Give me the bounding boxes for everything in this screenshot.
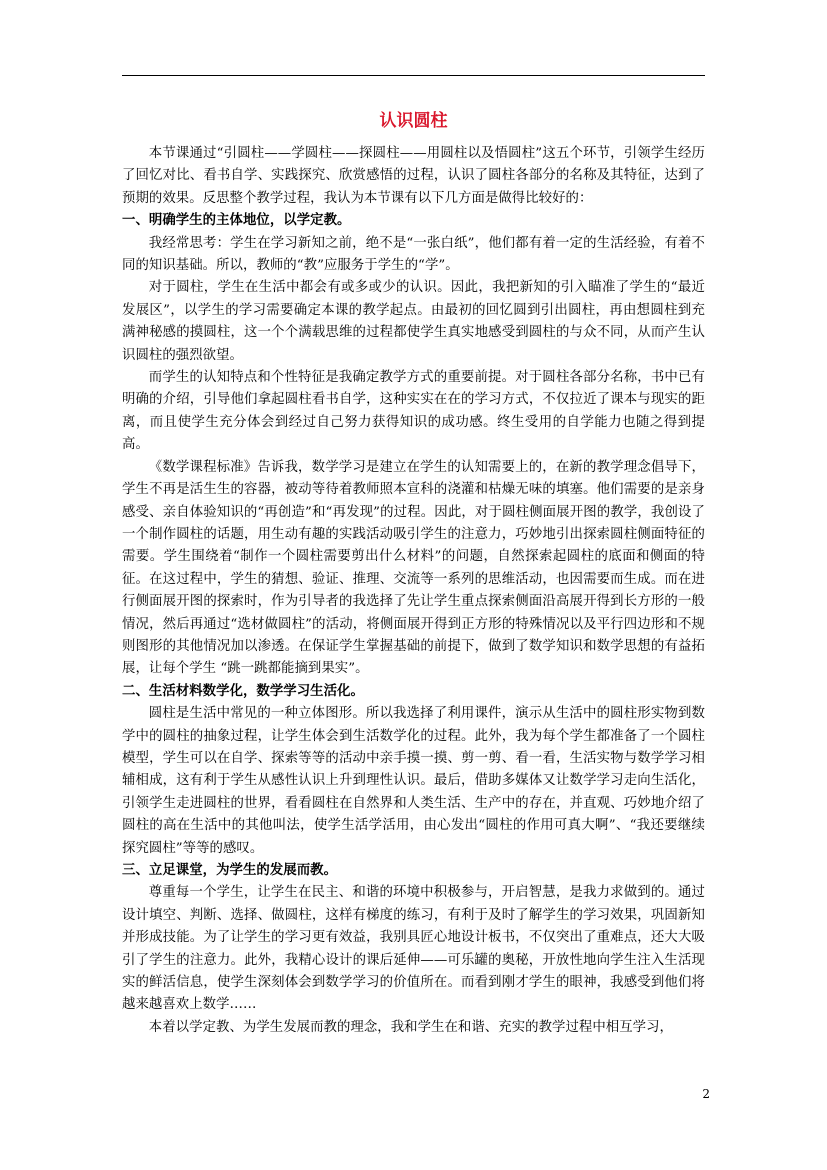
- document-body: [122, 143, 705, 1039]
- section-3-paragraph-2: 本着以学定教、为学生发展而教的理念，我和学生在和谐、充实的教学过程中相互学习，: [148, 1019, 673, 1035]
- intro-paragraph: 本节课通过“引圆柱——学圆柱——探圆柱——用圆柱以及悟圆柱”这五个环节，引领学生经历了回忆对比、看书自学、实践探究、欣赏感悟的过程，认识了圆柱各部分的名称及其特征，达到了预期的效果。反思整个教学过程，我认为本节课有以下几方面是做得比较好的：: [122, 146, 705, 206]
- page-number: 2: [702, 1087, 710, 1101]
- section-heading-1: 一、明确学生的主体地位，以学定教。: [122, 213, 351, 229]
- header-rule: [122, 75, 705, 76]
- section-1-paragraph-2: 对于圆柱，学生在生活中都会有或多或少的认识。因此，我把新知的引入瞄准了学生的“最近发展区”，以学生的学习需要确定本课的教学起点。由最初的回忆圆到引出圆柱，再由想圆柱到充满神秘感的摸圆柱，这一个个满载思维的过程都使学生真实地感受到圆柱的与众不同，从而产生认识圆柱的强烈欲望。: [122, 280, 705, 363]
- section-heading-2: 二、生活材料数学化，数学学习生活化。: [122, 683, 364, 699]
- section-2-paragraph-1: 圆柱是生活中常见的一种立体图形。所以我选择了利用课件，演示从生活中的圆柱形实物到数学中的圆柱的抽象过程，让学生体会到生活数学化的过程。此外，我为每个学生都准备了一个圆柱模型，学生可以在自学、探索等等的活动中亲手摸一摸、剪一剪、看一看，生活实物与数学学习相辅相成，这有利于学生从感性认识上升到理性认识。最后，借助多媒体又让数学学习走向生活化，引领学生走进圆柱的世界，看看圆柱在自然界和人类生活、生产中的存在，并直观、巧妙地介绍了圆柱的高在生活中的其他叫法，使学生活学活用，由心发出“圆柱的作用可真大啊”、“我还要继续探究圆柱”等等的感叹。: [122, 706, 705, 856]
- document-title: 认识圆柱: [379, 111, 448, 131]
- section-3-paragraph-1: 尊重每一个学生，让学生在民主、和谐的环境中积极参与，开启智慧，是我力求做到的。通过设计填空、判断、选择、做圆柱，这样有梯度的练习，有利于及时了解学生的学习效果，巩固新知并形成技能。为了让学生的学习更有效益，我别具匠心地设计板书，不仅突出了重难点，还大大吸引了学生的注意力。此外，我精心设计的课后延伸——可乐罐的奥秘，开放性地向学生注入生活现实的鲜活信息，使学生深刻体会到数学学习的价值所在。而看到刚才学生的眼神，我感受到他们将越来越喜欢上数学……: [122, 885, 705, 1013]
- section-1-paragraph-3: 而学生的认知特点和个性特征是我确定教学方式的重要前提。对于圆柱各部分名称，书中已有明确的介绍，引导他们拿起圆柱看书自学，这种实实在在的学习方式，不仅拉近了课本与现实的距离，而且使学生充分体会到经过自己努力获得知识的成功感。终生受用的自学能力也随之得到提高。: [122, 370, 705, 453]
- section-1-paragraph-4: 《数学课程标准》告诉我，数学学习是建立在学生的认知需要上的，在新的教学理念倡导下，学生不再是活生生的容器，被动等待着教师照本宣科的浇灌和枯燥无味的填塞。他们需要的是亲身感受、亲自体验知识的“再创造”和“再发现”的过程。因此，对于圆柱侧面展开图的教学，我创设了一个制作圆柱的话题，用生动有趣的实践活动吸引学生的注意力，巧妙地引出探索圆柱侧面特征的需要。学生围绕着“制作一个圆柱需要剪出什么材料”的问题，自然探索起圆柱的底面和侧面的特征。在这过程中，学生的猜想、验证、推理、交流等一系列的思维活动，也因需要而生成。而在进行侧面展开图的探索时，作为引导者的我选择了先让学生重点探索侧面沿高展开得到长方形的一般情况，然后再通过“选材做圆柱”的活动，将侧面展开得到正方形的特殊情况以及平行四边形和不规则图形的其他情况加以渗透。在保证学生掌握基础的前提下，做到了数学知识和数学思想的有益拓展，让每个学生 “跳一跳都能摘到果实”。: [122, 459, 705, 677]
- section-heading-3: 三、立足课堂，为学生的发展而教。: [122, 863, 338, 878]
- section-1-paragraph-1: 我经常思考：学生在学习新知之前，绝不是“一张白纸”，他们都有着一定的生活经验，有着不同的知识基础。所以，教师的“教”应服务于学生的“学”。: [122, 235, 705, 274]
